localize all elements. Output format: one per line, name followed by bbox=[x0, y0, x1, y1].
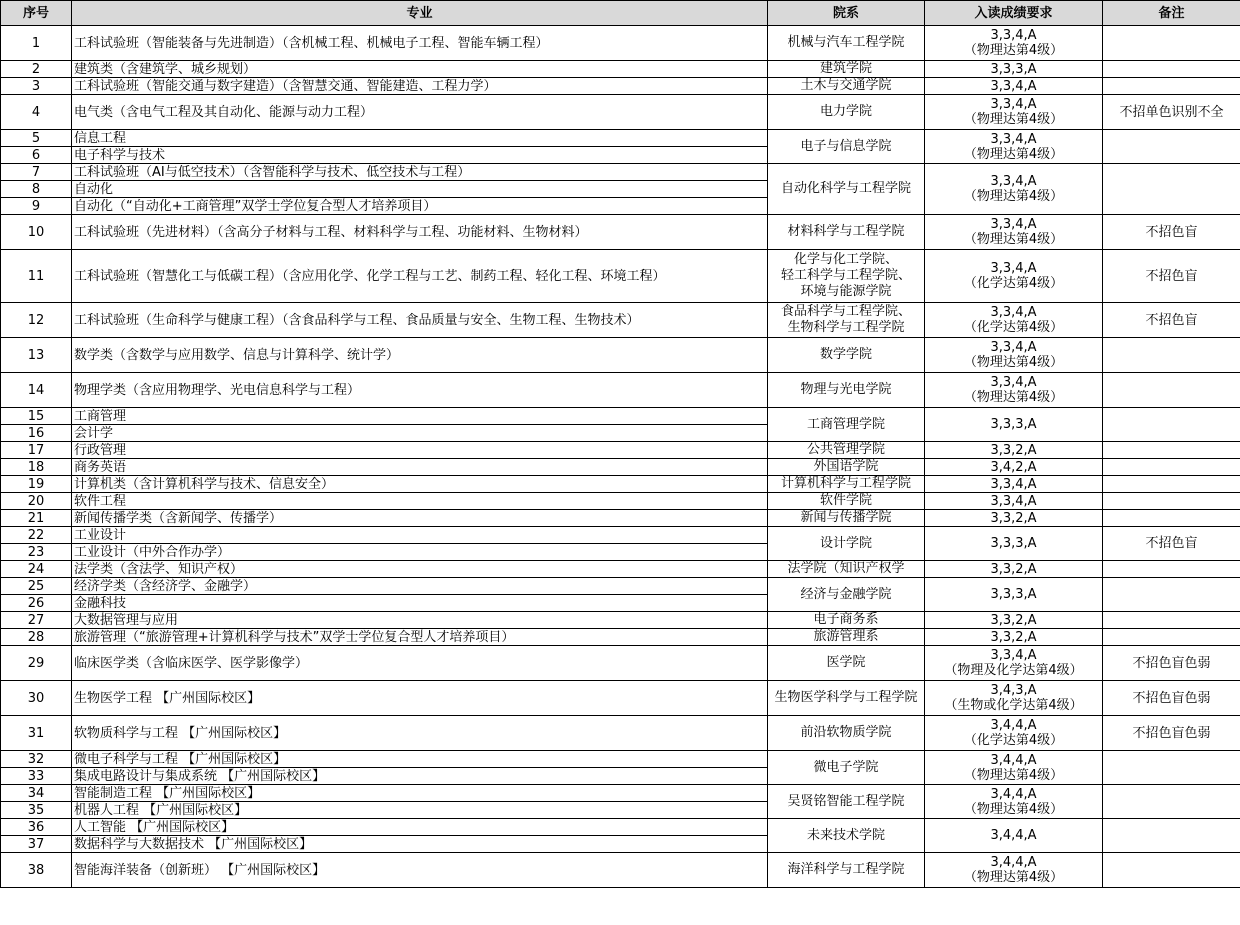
major-cell: 人工智能 【广州国际校区】 bbox=[72, 819, 768, 836]
row-index: 11 bbox=[1, 250, 72, 303]
row-index: 33 bbox=[1, 768, 72, 785]
table-row bbox=[1, 303, 1240, 338]
table-row bbox=[1, 561, 1240, 578]
row-index: 8 bbox=[1, 181, 72, 198]
college-cell: 材料科学与工程学院 bbox=[768, 215, 925, 250]
table-row bbox=[1, 819, 1240, 836]
table-row bbox=[1, 338, 1240, 373]
major-cell: 新闻传播学类（含新闻学、传播学） bbox=[72, 510, 768, 527]
requirement-cell: 3,3,3,A bbox=[925, 578, 1103, 612]
requirement-cell: 3,3,2,A bbox=[925, 612, 1103, 629]
major-cell: 建筑类（含建筑学、城乡规划） bbox=[72, 61, 768, 78]
requirement-cell: 3,4,4,A （化学达第4级） bbox=[925, 716, 1103, 751]
requirement-cell: 3,4,4,A （物理达第4级） bbox=[925, 785, 1103, 819]
college-cell: 计算机科学与工程学院 bbox=[768, 476, 925, 493]
requirement-cell: 3,3,2,A bbox=[925, 629, 1103, 646]
table-row bbox=[1, 527, 1240, 544]
note-cell bbox=[1103, 561, 1240, 578]
row-index: 36 bbox=[1, 819, 72, 836]
table-row bbox=[1, 646, 1240, 681]
requirement-cell: 3,3,4,A （物理及化学达第4级） bbox=[925, 646, 1103, 681]
requirement-cell: 3,3,4,A （物理达第4级） bbox=[925, 338, 1103, 373]
major-cell: 行政管理 bbox=[72, 442, 768, 459]
college-cell: 医学院 bbox=[768, 646, 925, 681]
note-cell: 不招单色识别不全 bbox=[1103, 95, 1240, 130]
row-index: 38 bbox=[1, 853, 72, 888]
college-cell: 建筑学院 bbox=[768, 61, 925, 78]
row-index: 25 bbox=[1, 578, 72, 595]
major-cell: 工科试验班（智能交通与数字建造）（含智慧交通、智能建造、工程力学） bbox=[72, 78, 768, 95]
note-cell bbox=[1103, 408, 1240, 442]
table-row bbox=[1, 785, 1240, 802]
requirement-cell: 3,3,4,A （物理达第4级） bbox=[925, 215, 1103, 250]
requirement-cell: 3,3,4,A （物理达第4级） bbox=[925, 26, 1103, 61]
major-cell: 商务英语 bbox=[72, 459, 768, 476]
college-cell: 化学与化工学院、 轻工科学与工程学院、 环境与能源学院 bbox=[768, 250, 925, 303]
major-cell: 电气类（含电气工程及其自动化、能源与动力工程） bbox=[72, 95, 768, 130]
table-row bbox=[1, 95, 1240, 130]
college-cell: 生物医学科学与工程学院 bbox=[768, 681, 925, 716]
row-index: 31 bbox=[1, 716, 72, 751]
major-cell: 集成电路设计与集成系统 【广州国际校区】 bbox=[72, 768, 768, 785]
college-cell: 物理与光电学院 bbox=[768, 373, 925, 408]
college-cell: 自动化科学与工程学院 bbox=[768, 164, 925, 215]
requirement-cell: 3,3,4,A （化学达第4级） bbox=[925, 250, 1103, 303]
table-row bbox=[1, 61, 1240, 78]
note-cell bbox=[1103, 61, 1240, 78]
major-cell: 自动化（“自动化+工商管理”双学士学位复合型人才培养项目） bbox=[72, 198, 768, 215]
row-index: 10 bbox=[1, 215, 72, 250]
note-cell bbox=[1103, 164, 1240, 215]
row-index: 1 bbox=[1, 26, 72, 61]
college-cell: 前沿软物质学院 bbox=[768, 716, 925, 751]
college-cell: 公共管理学院 bbox=[768, 442, 925, 459]
note-cell: 不招色盲色弱 bbox=[1103, 716, 1240, 751]
row-index: 27 bbox=[1, 612, 72, 629]
table-row bbox=[1, 716, 1240, 751]
header-index: 序号 bbox=[1, 1, 72, 26]
requirement-cell: 3,3,2,A bbox=[925, 442, 1103, 459]
row-index: 35 bbox=[1, 802, 72, 819]
row-index: 12 bbox=[1, 303, 72, 338]
row-index: 4 bbox=[1, 95, 72, 130]
college-cell: 法学院（知识产权学 bbox=[768, 561, 925, 578]
major-cell: 经济学类（含经济学、金融学） bbox=[72, 578, 768, 595]
major-cell: 数据科学与大数据技术 【广州国际校区】 bbox=[72, 836, 768, 853]
table-row bbox=[1, 26, 1240, 61]
row-index: 34 bbox=[1, 785, 72, 802]
row-index: 22 bbox=[1, 527, 72, 544]
requirement-cell: 3,3,4,A （化学达第4级） bbox=[925, 303, 1103, 338]
table-row bbox=[1, 442, 1240, 459]
major-cell: 工科试验班（生命科学与健康工程）（含食品科学与工程、食品质量与安全、生物工程、生物技术） bbox=[72, 303, 768, 338]
major-cell: 软物质科学与工程 【广州国际校区】 bbox=[72, 716, 768, 751]
table-row bbox=[1, 215, 1240, 250]
college-cell: 电力学院 bbox=[768, 95, 925, 130]
college-cell: 外国语学院 bbox=[768, 459, 925, 476]
row-index: 15 bbox=[1, 408, 72, 425]
requirement-cell: 3,3,4,A （物理达第4级） bbox=[925, 164, 1103, 215]
requirement-cell: 3,3,2,A bbox=[925, 510, 1103, 527]
row-index: 23 bbox=[1, 544, 72, 561]
requirement-cell: 3,4,3,A （生物或化学达第4级） bbox=[925, 681, 1103, 716]
note-cell: 不招色盲 bbox=[1103, 303, 1240, 338]
requirement-cell: 3,4,4,A bbox=[925, 819, 1103, 853]
table-row bbox=[1, 373, 1240, 408]
college-cell: 机械与汽车工程学院 bbox=[768, 26, 925, 61]
note-cell: 不招色盲色弱 bbox=[1103, 681, 1240, 716]
table-row bbox=[1, 612, 1240, 629]
college-cell: 设计学院 bbox=[768, 527, 925, 561]
table-row bbox=[1, 578, 1240, 595]
requirement-cell: 3,3,3,A bbox=[925, 527, 1103, 561]
major-cell: 电子科学与技术 bbox=[72, 147, 768, 164]
note-cell: 不招色盲 bbox=[1103, 527, 1240, 561]
major-cell: 计算机类（含计算机科学与技术、信息安全） bbox=[72, 476, 768, 493]
note-cell: 不招色盲 bbox=[1103, 215, 1240, 250]
row-index: 37 bbox=[1, 836, 72, 853]
row-index: 7 bbox=[1, 164, 72, 181]
header-row bbox=[1, 1, 1240, 26]
major-cell: 临床医学类（含临床医学、医学影像学） bbox=[72, 646, 768, 681]
requirement-cell: 3,3,3,A bbox=[925, 408, 1103, 442]
requirement-cell: 3,3,4,A bbox=[925, 78, 1103, 95]
table-row bbox=[1, 510, 1240, 527]
note-cell bbox=[1103, 819, 1240, 853]
note-cell bbox=[1103, 338, 1240, 373]
row-index: 19 bbox=[1, 476, 72, 493]
note-cell bbox=[1103, 785, 1240, 819]
college-cell: 数学学院 bbox=[768, 338, 925, 373]
note-cell bbox=[1103, 578, 1240, 612]
college-cell: 软件学院 bbox=[768, 493, 925, 510]
note-cell bbox=[1103, 78, 1240, 95]
row-index: 5 bbox=[1, 130, 72, 147]
row-index: 30 bbox=[1, 681, 72, 716]
college-cell: 食品科学与工程学院、 生物科学与工程学院 bbox=[768, 303, 925, 338]
college-cell: 旅游管理系 bbox=[768, 629, 925, 646]
row-index: 20 bbox=[1, 493, 72, 510]
requirement-cell: 3,4,4,A （物理达第4级） bbox=[925, 853, 1103, 888]
table-row bbox=[1, 751, 1240, 768]
note-cell bbox=[1103, 853, 1240, 888]
row-index: 3 bbox=[1, 78, 72, 95]
requirement-cell: 3,3,4,A （物理达第4级） bbox=[925, 373, 1103, 408]
major-cell: 智能制造工程 【广州国际校区】 bbox=[72, 785, 768, 802]
major-cell: 软件工程 bbox=[72, 493, 768, 510]
major-cell: 法学类（含法学、知识产权） bbox=[72, 561, 768, 578]
note-cell bbox=[1103, 612, 1240, 629]
note-cell bbox=[1103, 629, 1240, 646]
table-row bbox=[1, 476, 1240, 493]
row-index: 18 bbox=[1, 459, 72, 476]
major-cell: 自动化 bbox=[72, 181, 768, 198]
major-cell: 工科试验班（先进材料）（含高分子材料与工程、材料科学与工程、功能材料、生物材料） bbox=[72, 215, 768, 250]
table-row bbox=[1, 78, 1240, 95]
college-cell: 电子与信息学院 bbox=[768, 130, 925, 164]
table-row bbox=[1, 493, 1240, 510]
row-index: 13 bbox=[1, 338, 72, 373]
table-row bbox=[1, 853, 1240, 888]
major-cell: 信息工程 bbox=[72, 130, 768, 147]
header-note: 备注 bbox=[1103, 1, 1240, 26]
requirement-cell: 3,4,2,A bbox=[925, 459, 1103, 476]
header-major: 专业 bbox=[72, 1, 768, 26]
note-cell bbox=[1103, 493, 1240, 510]
header-requirement: 入读成绩要求 bbox=[925, 1, 1103, 26]
major-cell: 机器人工程 【广州国际校区】 bbox=[72, 802, 768, 819]
college-cell: 经济与金融学院 bbox=[768, 578, 925, 612]
table-row bbox=[1, 459, 1240, 476]
college-cell: 土木与交通学院 bbox=[768, 78, 925, 95]
note-cell bbox=[1103, 26, 1240, 61]
major-cell: 物理学类（含应用物理学、光电信息科学与工程） bbox=[72, 373, 768, 408]
major-cell: 工业设计（中外合作办学） bbox=[72, 544, 768, 561]
row-index: 14 bbox=[1, 373, 72, 408]
major-cell: 工科试验班（智能装备与先进制造）（含机械工程、机械电子工程、智能车辆工程） bbox=[72, 26, 768, 61]
note-cell bbox=[1103, 510, 1240, 527]
college-cell: 工商管理学院 bbox=[768, 408, 925, 442]
college-cell: 海洋科学与工程学院 bbox=[768, 853, 925, 888]
requirement-cell: 3,3,4,A （物理达第4级） bbox=[925, 95, 1103, 130]
college-cell: 电子商务系 bbox=[768, 612, 925, 629]
row-index: 16 bbox=[1, 425, 72, 442]
note-cell: 不招色盲 bbox=[1103, 250, 1240, 303]
row-index: 6 bbox=[1, 147, 72, 164]
note-cell bbox=[1103, 373, 1240, 408]
major-cell: 生物医学工程 【广州国际校区】 bbox=[72, 681, 768, 716]
major-cell: 会计学 bbox=[72, 425, 768, 442]
table-row bbox=[1, 629, 1240, 646]
table-row bbox=[1, 164, 1240, 181]
table-row bbox=[1, 130, 1240, 147]
table-row bbox=[1, 408, 1240, 425]
row-index: 2 bbox=[1, 61, 72, 78]
major-cell: 大数据管理与应用 bbox=[72, 612, 768, 629]
table-body bbox=[1, 26, 1240, 888]
row-index: 17 bbox=[1, 442, 72, 459]
major-cell: 金融科技 bbox=[72, 595, 768, 612]
major-cell: 工商管理 bbox=[72, 408, 768, 425]
requirement-cell: 3,3,4,A （物理达第4级） bbox=[925, 130, 1103, 164]
major-cell: 智能海洋装备（创新班） 【广州国际校区】 bbox=[72, 853, 768, 888]
row-index: 32 bbox=[1, 751, 72, 768]
major-cell: 工科试验班（智慧化工与低碳工程）（含应用化学、化学工程与工艺、制药工程、轻化工程、环境工程） bbox=[72, 250, 768, 303]
note-cell bbox=[1103, 751, 1240, 785]
table-row bbox=[1, 250, 1240, 303]
requirement-cell: 3,3,4,A bbox=[925, 493, 1103, 510]
row-index: 24 bbox=[1, 561, 72, 578]
note-cell bbox=[1103, 130, 1240, 164]
row-index: 29 bbox=[1, 646, 72, 681]
row-index: 9 bbox=[1, 198, 72, 215]
requirement-cell: 3,3,2,A bbox=[925, 561, 1103, 578]
row-index: 28 bbox=[1, 629, 72, 646]
college-cell: 吴贤铭智能工程学院 bbox=[768, 785, 925, 819]
row-index: 26 bbox=[1, 595, 72, 612]
college-cell: 新闻与传播学院 bbox=[768, 510, 925, 527]
college-cell: 未来技术学院 bbox=[768, 819, 925, 853]
requirement-cell: 3,4,4,A （物理达第4级） bbox=[925, 751, 1103, 785]
table-row bbox=[1, 681, 1240, 716]
major-cell: 数学类（含数学与应用数学、信息与计算科学、统计学） bbox=[72, 338, 768, 373]
note-cell bbox=[1103, 476, 1240, 493]
note-cell bbox=[1103, 459, 1240, 476]
major-cell: 旅游管理（“旅游管理+计算机科学与技术”双学士学位复合型人才培养项目） bbox=[72, 629, 768, 646]
requirement-cell: 3,3,3,A bbox=[925, 61, 1103, 78]
row-index: 21 bbox=[1, 510, 72, 527]
note-cell: 不招色盲色弱 bbox=[1103, 646, 1240, 681]
note-cell bbox=[1103, 442, 1240, 459]
major-cell: 工科试验班（AI与低空技术）（含智能科学与技术、低空技术与工程） bbox=[72, 164, 768, 181]
college-cell: 微电子学院 bbox=[768, 751, 925, 785]
major-cell: 微电子科学与工程 【广州国际校区】 bbox=[72, 751, 768, 768]
major-cell: 工业设计 bbox=[72, 527, 768, 544]
header-college: 院系 bbox=[768, 1, 925, 26]
requirement-cell: 3,3,4,A bbox=[925, 476, 1103, 493]
